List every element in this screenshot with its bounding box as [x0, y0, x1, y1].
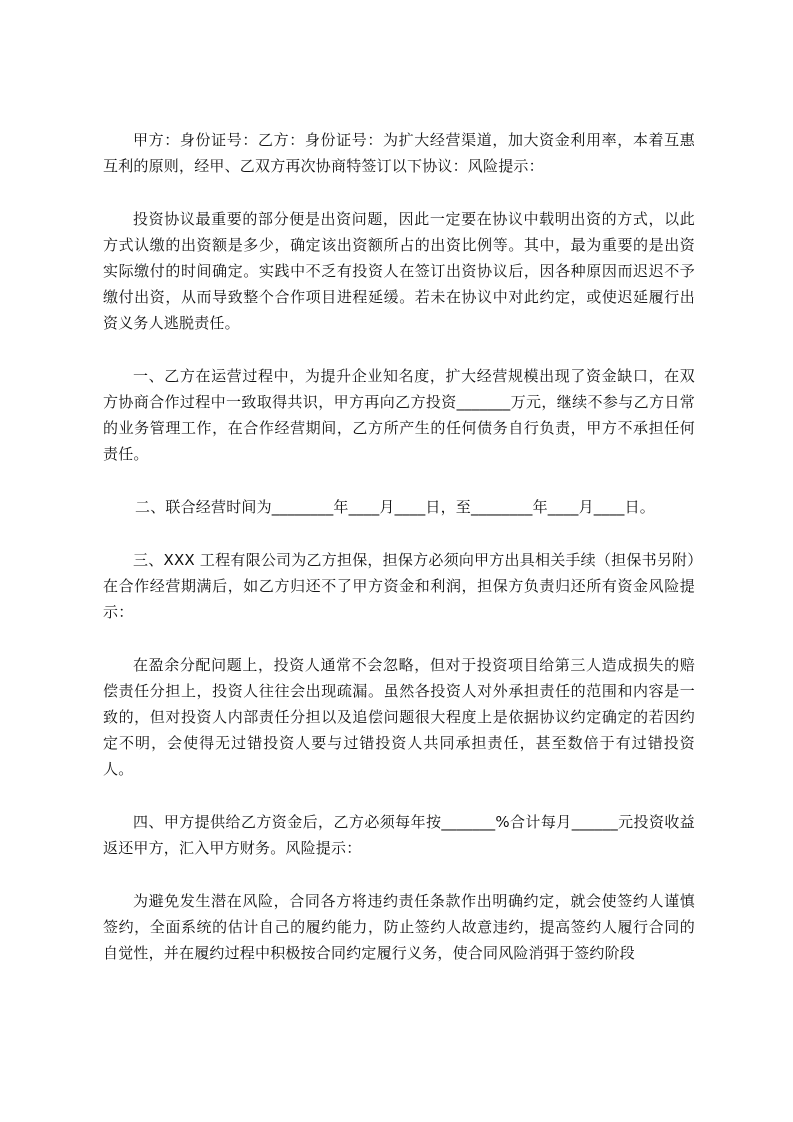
paragraph-clause-2: 二、联合经营时间为________年____月____日，至________年____月____日。: [135, 498, 656, 516]
paragraph-clause-1: 一、乙方在运营过程中，为提升企业知名度，扩大经营规模出现了资金缺口，在双方协商合作过程中一致取得共识，甲方再向乙方投资_______万元，继续不参与乙方日常的业务管理工作，在合作经营期间，乙方所产生的任何债务自行负责，甲方不承担任何责任。: [103, 367, 695, 463]
document-body: [103, 127, 695, 993]
paragraph-intro: 甲方：身份证号：乙方：身份证号：为扩大经营渠道，加大资金利用率，本着互惠互利的原则，经甲、乙双方再次协商特签订以下协议：风险提示：: [103, 131, 695, 175]
paragraph-risk-capital: 投资协议最重要的部分便是出资问题，因此一定要在协议中载明出资的方式，以此方式认缴的出资额是多少，确定该出资额所占的出资比例等。其中，最为重要的是出资实际缴付的时间确定。实践中不乏有投资人在签订出资协议后，因各种原因而迟迟不予缴付出资，从而导致整个合作项目进程延缓。若未在协议中对此约定，或使迟延履行出资义务人逃脱责任。: [103, 210, 695, 332]
paragraph-clause-4: 四、甲方提供给乙方资金后，乙方必须每年按_______%合计每月______元投资收益返还甲方，汇入甲方财务。风险提示：: [103, 813, 695, 857]
paragraph-risk-liability: 在盈余分配问题上，投资人通常不会忽略，但对于投资项目给第三人造成损失的赔偿责任分担上，投资人往往会出现疏漏。虽然各投资人对外承担责任的范围和内容是一致的，但对投资人内部责任分担以及追偿问题很大程度上是依据协议约定确定的若因约定不明，会使得无过错投资人要与过错投资人共同承担责任，甚至数倍于有过错投资人。: [103, 656, 695, 778]
paragraph-clause-3: 三、XXX 工程有限公司为乙方担保，担保方必须向甲方出具相关手续（担保书另附）在合作经营期满后，如乙方归还不了甲方资金和利润，担保方负责归还所有资金风险提示：: [103, 551, 695, 621]
paragraph-risk-breach: 为避免发生潜在风险，合同各方将违约责任条款作出明确约定，就会使签约人谨慎签约，全面系统的估计自己的履约能力，防止签约人故意违约，提高签约人履行合同的自觉性，并在履约过程中积极按合同约定履行义务，使合同风险消弭于签约阶段: [103, 892, 695, 962]
